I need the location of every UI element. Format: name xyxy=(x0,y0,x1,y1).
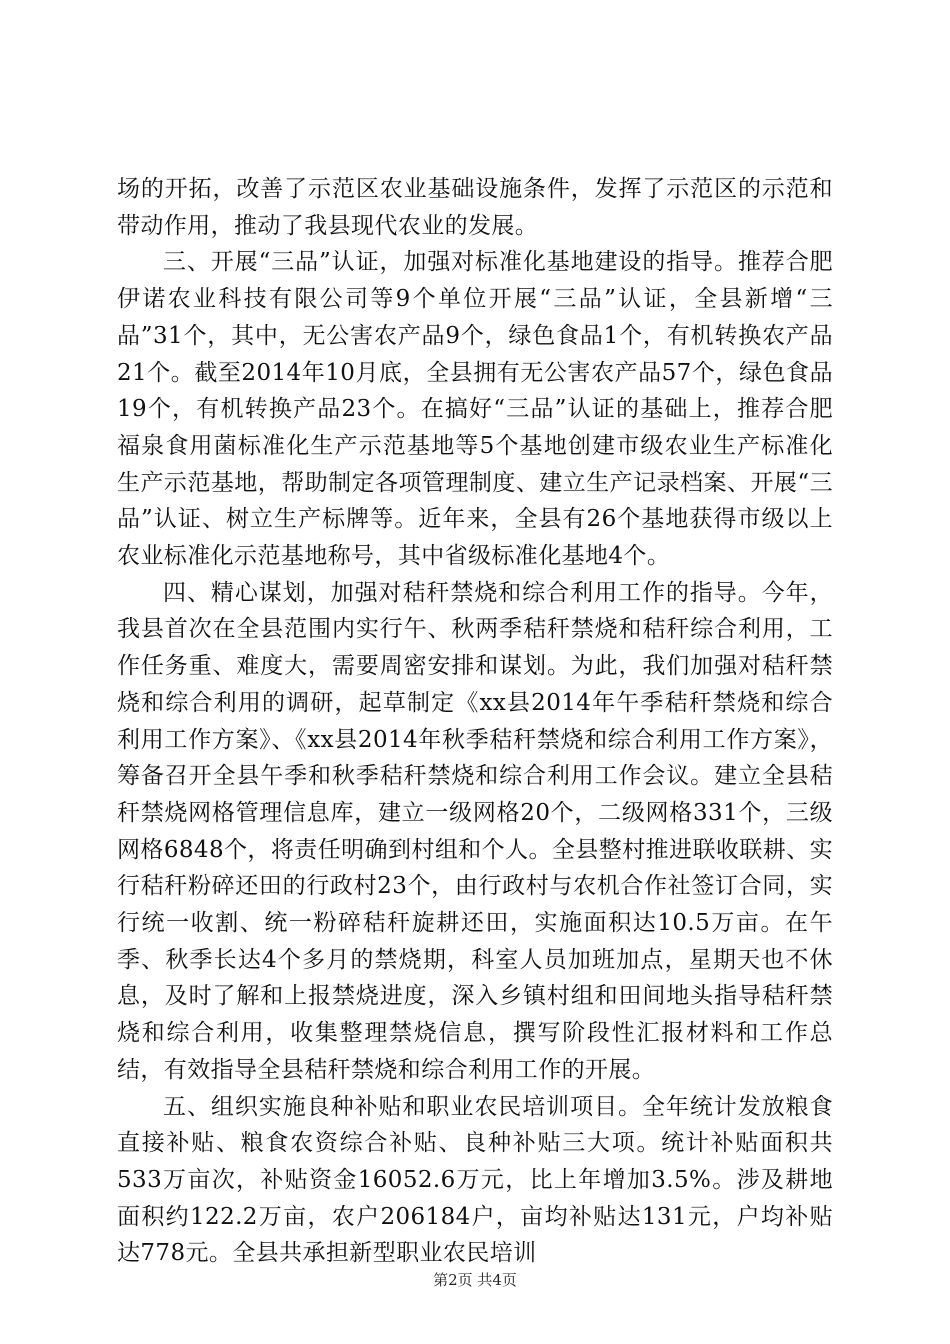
paragraph-section-three: 三、开展“三品”认证，加强对标准化基地建设的指导。推荐合肥伊诺农业科技有限公司等9个单位开展“三品”认证，全县新增“三品”31个，其中，无公害农产品9个，绿色食品1个，有机转换农产品21个。截至2014年10月底，全县拥有无公害农产品57个，绿色食品19个，有机转换产品23个。在搞好“三品”认证的基础上，推荐合肥福泉食用菌标准化生产示范基地等5个基地创建市级农业生产标准化生产示范基地，帮助制定各项管理制度、建立生产记录档案、开展“三品”认证、树立生产标牌等。近年来，全县有26个基地获得市级以上农业标准化示范基地称号，其中省级标准化基地4个。 xyxy=(117,249,833,570)
paragraph-continuation: 场的开拓，改善了示范区农业基础设施条件，发挥了示范区的示范和带动作用，推动了我县现代农业的发展。 xyxy=(117,176,833,239)
paragraph-section-five: 五、组织实施良种补贴和职业农民培训项目。全年统计发放粮食直接补贴、粮食农资综合补贴、良种补贴三大项。统计补贴面积共533万亩次，补贴资金16052.6万元，比上年增加3.5%。涉及耕地面积约122.2万亩，农户206184户，亩均补贴达131元，户均补贴达778元。全县共承担新型职业农民培训 xyxy=(117,1093,833,1267)
paragraph-section-four: 四、精心谋划，加强对秸秆禁烧和综合利用工作的指导。今年，我县首次在全县范围内实行午、秋两季秸秆禁烧和秸秆综合利用，工作任务重、难度大，需要周密安排和谋划。为此，我们加强对秸秆禁烧和综合利用的调研，起草制定《xx县2014年午季秸秆禁烧和综合利用工作方案》、《xx县2014年秋季秸秆禁烧和综合利用工作方案》，筹备召开全县午季和秋季秸秆禁烧和综合利用工作会议。建立全县秸秆禁烧网格管理信息库，建立一级网格20个，二级网格331个，三级网格6848个，将责任明确到村组和个人。全县整村推进联收联耕、实行秸秆粉碎还田的行政村23个，由行政村与农机合作社签订合同，实行统一收割、统一粉碎秸秆旋耕还田，实施面积达10.5万亩。在午季、秋季长达4个多月的禁烧期，科室人员加班加点，星期天也不休息，及时了解和上报禁烧进度，深入乡镇村组和田间地头指导秸秆禁烧和综合利用，收集整理禁烧信息，撰写阶段性汇报材料和工作总结，有效指导全县秸秆禁烧和综合利用工作的开展。 xyxy=(117,579,833,1083)
document-body xyxy=(117,171,833,1272)
page-footer: 第2页 共4页 xyxy=(433,1271,517,1289)
